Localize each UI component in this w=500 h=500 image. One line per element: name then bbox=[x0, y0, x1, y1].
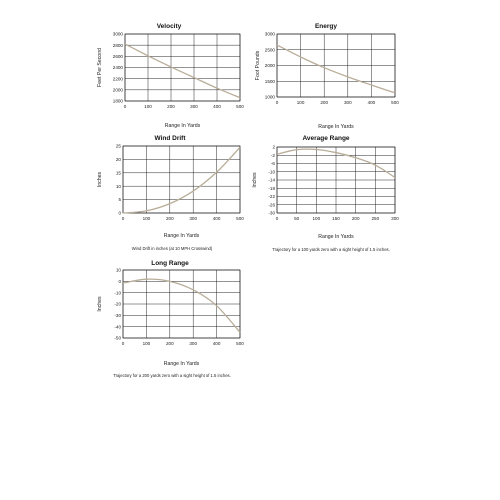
average-range-x-tick-4: 200 bbox=[351, 216, 360, 221]
velocity-y-tick-5: 2800 bbox=[112, 42, 123, 48]
wind-drift-y-tick-5: 25 bbox=[115, 143, 121, 149]
energy-x-tick-3: 300 bbox=[343, 100, 352, 105]
average-range-y-tick-3: -10 bbox=[268, 169, 275, 175]
average-range-x-tick-2: 100 bbox=[312, 216, 321, 221]
energy-x-tick-0: 0 bbox=[275, 100, 279, 105]
average-range-x-axis-label: Range In Yards bbox=[318, 234, 354, 240]
wind-drift-x-tick-3: 300 bbox=[189, 216, 198, 221]
average-range-caption: Trajectory for a 100 yards zero with a sight height of 1.5 inches. bbox=[272, 247, 390, 252]
long-range-x-tick-2: 200 bbox=[165, 341, 174, 346]
long-range-x-tick-1: 100 bbox=[142, 341, 151, 346]
velocity-y-tick-0: 1800 bbox=[112, 98, 123, 104]
wind-drift-y-tick-0: 0 bbox=[118, 210, 121, 216]
velocity-x-tick-5: 500 bbox=[236, 104, 244, 109]
long-range-series-line bbox=[123, 279, 240, 332]
wind-drift-x-axis-label: Range In Yards bbox=[163, 233, 200, 239]
velocity-x-tick-0: 0 bbox=[123, 104, 127, 109]
long-range-x-tick-4: 400 bbox=[212, 341, 221, 346]
long-range-x-tick-0: 0 bbox=[121, 341, 125, 346]
velocity-x-tick-4: 400 bbox=[213, 104, 221, 109]
wind-drift-series-line bbox=[123, 147, 240, 213]
velocity-y-axis-label: Feet Per Second bbox=[97, 48, 103, 87]
long-range-y-tick-4: -30 bbox=[114, 312, 121, 318]
energy-y-tick-4: 3000 bbox=[264, 31, 275, 37]
energy-x-tick-2: 200 bbox=[320, 100, 329, 105]
wind-drift-title: Wind Drift bbox=[154, 135, 186, 142]
wind-drift-x-tick-1: 100 bbox=[142, 216, 151, 221]
average-range-y-tick-2: -6 bbox=[270, 161, 275, 167]
average-range-y-tick-1: -2 bbox=[270, 152, 275, 158]
long-range-x-axis-label: Range In Yards bbox=[163, 361, 200, 367]
long-range-y-tick-2: -10 bbox=[114, 290, 121, 296]
average-range-x-tick-0: 0 bbox=[275, 216, 279, 221]
wind-drift-x-tick-0: 0 bbox=[121, 216, 125, 221]
wind-drift-y-tick-2: 10 bbox=[115, 183, 121, 189]
energy-title: Energy bbox=[314, 23, 338, 30]
energy-y-axis-label: Foot Pounds bbox=[255, 50, 261, 81]
long-range-x-tick-3: 300 bbox=[189, 341, 198, 346]
wind-drift-y-tick-3: 15 bbox=[115, 170, 121, 176]
velocity-y-tick-1: 2000 bbox=[112, 87, 123, 93]
energy-y-tick-2: 2000 bbox=[264, 63, 275, 69]
wind-drift-caption: Wind Drift in inches (at 10 MPH Crosswind) bbox=[131, 246, 213, 251]
long-range-title: Long Range bbox=[151, 260, 189, 267]
long-range-y-tick-0: 10 bbox=[115, 267, 121, 273]
velocity-x-tick-3: 300 bbox=[190, 104, 198, 109]
velocity-x-tick-2: 200 bbox=[167, 104, 175, 109]
energy-x-tick-5: 500 bbox=[391, 100, 399, 105]
wind-drift-y-axis-label: Inches bbox=[97, 171, 103, 188]
wind-drift-y-tick-1: 5 bbox=[118, 197, 121, 203]
average-range-x-tick-1: 50 bbox=[294, 216, 300, 221]
average-range-y-tick-5: -18 bbox=[268, 185, 275, 191]
average-range-x-tick-3: 150 bbox=[332, 216, 340, 221]
velocity-title: Velocity bbox=[156, 23, 182, 30]
wind-drift-x-tick-5: 500 bbox=[236, 216, 244, 221]
average-range-y-tick-4: -14 bbox=[268, 177, 275, 183]
energy-y-tick-3: 2500 bbox=[264, 47, 275, 53]
long-range-y-axis-label: Inches bbox=[97, 296, 103, 312]
energy-x-axis-label: Range In Yards bbox=[318, 124, 354, 130]
long-range-y-tick-1: 0 bbox=[118, 278, 121, 284]
average-range-title: Average Range bbox=[302, 135, 350, 142]
energy-y-tick-0: 1000 bbox=[264, 94, 275, 100]
average-range-y-axis-label: Inches bbox=[252, 172, 258, 188]
energy-x-tick-4: 400 bbox=[367, 100, 376, 105]
wind-drift-x-tick-4: 400 bbox=[212, 216, 221, 221]
energy-series-line bbox=[277, 45, 395, 93]
energy-y-tick-1: 1500 bbox=[264, 78, 275, 84]
velocity-y-tick-2: 2200 bbox=[112, 76, 123, 82]
velocity-y-tick-6: 3000 bbox=[112, 31, 123, 37]
velocity-x-axis-label: Range In Yards bbox=[164, 123, 201, 129]
long-range-x-tick-5: 500 bbox=[236, 341, 244, 346]
wind-drift-plot-frame bbox=[123, 146, 240, 213]
average-range-y-tick-0: 2 bbox=[272, 144, 275, 150]
average-range-x-tick-5: 250 bbox=[371, 216, 380, 221]
velocity-y-tick-3: 2400 bbox=[112, 65, 123, 71]
wind-drift-y-tick-4: 20 bbox=[115, 157, 121, 162]
long-range-y-tick-5: -40 bbox=[114, 324, 121, 330]
velocity-y-tick-4: 2600 bbox=[112, 53, 123, 59]
wind-drift-x-tick-2: 200 bbox=[165, 216, 174, 221]
long-range-y-tick-3: -20 bbox=[114, 301, 121, 307]
average-range-y-tick-6: -22 bbox=[268, 194, 275, 200]
velocity-x-tick-1: 100 bbox=[144, 104, 152, 109]
average-range-y-tick-7: -26 bbox=[268, 202, 275, 208]
long-range-y-tick-6: -50 bbox=[114, 335, 121, 341]
energy-x-tick-1: 100 bbox=[296, 100, 305, 105]
average-range-y-tick-8: -30 bbox=[268, 210, 275, 216]
long-range-caption: Trajectory for a 200 yards zero with a sight height of 1.5 inches. bbox=[113, 373, 231, 378]
average-range-x-tick-6: 300 bbox=[391, 216, 399, 221]
